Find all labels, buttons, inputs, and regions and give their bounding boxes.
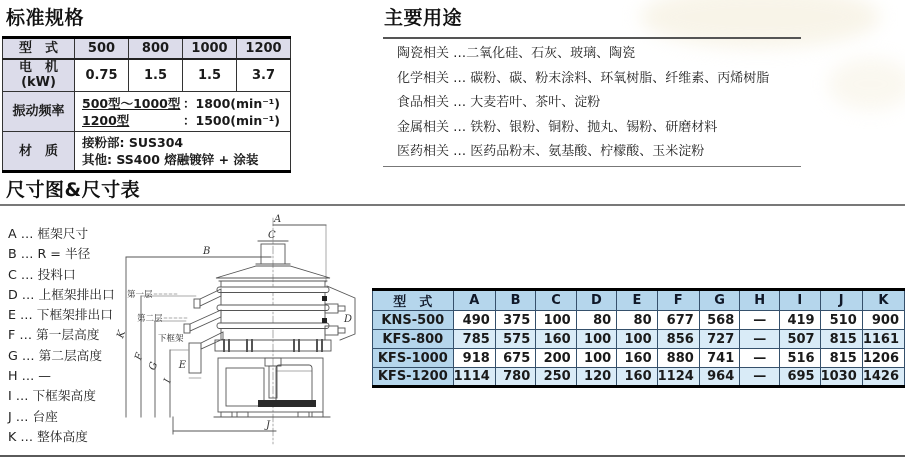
dim-value: —: [740, 368, 780, 387]
spec-header-1200: 1200: [237, 38, 291, 59]
diagram-label-k: K: [115, 329, 129, 340]
diagram-label-f: F: [133, 351, 146, 362]
spec-header-800: 800: [129, 38, 183, 59]
dim-header-i: I: [780, 290, 820, 311]
spec-motor-value: 3.7: [237, 59, 291, 92]
spec-header-row: [3, 38, 291, 59]
dim-value: 815: [820, 330, 862, 349]
diagram-label-lower-frame: 下框架: [158, 334, 184, 344]
legend-item-k: K … 整体高度: [8, 428, 88, 444]
spec-table: [2, 36, 291, 173]
diagram-chinese-labels: [127, 289, 184, 344]
dim-header-h: H: [740, 290, 780, 311]
spec-header-500: 500: [75, 38, 129, 59]
uses-item: 医药相关 … 医药品粉末、氨基酸、柠檬酸、玉米淀粉: [397, 144, 705, 160]
dim-value: 1124: [657, 368, 699, 387]
dim-header-model: 型 式: [373, 290, 454, 311]
spec-vibration-freq2: ：1500(min⁻¹): [183, 112, 280, 128]
spec-vibration-range1: 500型～1000型: [82, 95, 181, 111]
dim-value: 419: [780, 311, 820, 330]
machine-dimension-diagram: [108, 210, 393, 456]
legend-item-g: G … 第二层高度: [8, 347, 103, 363]
dim-value: 1206: [862, 349, 904, 368]
dim-header-c: C: [536, 290, 576, 311]
dim-value: 815: [820, 349, 862, 368]
spec-vibration-line2: [82, 112, 288, 129]
diagram-label-d: D: [344, 314, 353, 325]
dim-value: 160: [617, 349, 657, 368]
dim-header-k: K: [862, 290, 904, 311]
diagram-label-layer2: 第二层: [137, 314, 163, 324]
dim-value: —: [740, 311, 780, 330]
spec-vibration-row: [3, 92, 291, 132]
dim-value: —: [740, 330, 780, 349]
spec-material-label: 材 质: [3, 132, 75, 172]
dim-value: 677: [657, 311, 699, 330]
dim-value: 375: [495, 311, 535, 330]
dim-value: 575: [495, 330, 535, 349]
diagram-label-e: E: [178, 360, 186, 371]
diagram-label-j: J: [266, 420, 271, 431]
dim-value: 900: [862, 311, 904, 330]
spec-motor-value: 1.5: [183, 59, 237, 92]
dim-header-e: E: [617, 290, 657, 311]
uses-section-title: 主要用途: [384, 7, 463, 29]
dim-value: 727: [699, 330, 739, 349]
spec-header-model: 型 式: [3, 38, 75, 59]
dim-header-a: A: [453, 290, 495, 311]
dim-value: 516: [780, 349, 820, 368]
diagram-lines: [126, 218, 355, 444]
dims-top-rule: [0, 204, 905, 206]
spec-motor-value: 1.5: [129, 59, 183, 92]
scan-stain: [828, 58, 905, 110]
spec-header-1000: 1000: [183, 38, 237, 59]
dim-row-kfs800: [373, 330, 905, 349]
uses-item: 陶瓷相关 …二氧化硅、石灰、玻璃、陶瓷: [397, 46, 636, 61]
dim-value: 856: [657, 330, 699, 349]
dim-value: 100: [536, 311, 576, 330]
uses-list: [397, 42, 801, 165]
spec-vibration-freq1: ：1800(min⁻¹): [183, 95, 280, 111]
diagram-label-c: C: [268, 230, 276, 241]
dim-value: 1161: [862, 330, 904, 349]
legend-item-j: J … 台座: [8, 408, 58, 424]
diagram-label-i: I: [162, 377, 175, 385]
dim-value: 1426: [862, 368, 904, 387]
dim-value: 1114: [453, 368, 495, 387]
dim-value: 780: [495, 368, 535, 387]
dim-row-kfs1000: [373, 349, 905, 368]
legend-item-a: A … 框架尺寸: [8, 226, 89, 241]
spec-motor-row: [3, 59, 291, 92]
spec-vibration-value: [75, 92, 291, 132]
dim-value: 80: [617, 311, 657, 330]
dim-header-row: [373, 290, 905, 311]
uses-item: 金属相关 … 铁粉、银粉、铜粉、抛丸、锡粉、研磨材料: [397, 119, 718, 135]
spec-motor-value: 0.75: [75, 59, 129, 92]
dim-value: 785: [453, 330, 495, 349]
dim-header-f: F: [657, 290, 699, 311]
legend-item-f: F … 第一层高度: [8, 327, 100, 343]
uses-item: 食品相关 … 大麦若叶、茶叶、淀粉: [397, 95, 601, 111]
dim-value: 741: [699, 349, 739, 368]
uses-top-rule: [383, 37, 801, 39]
uses-item: 化学相关 … 碳粉、碳、粉末涂料、环氧树脂、纤维素、丙烯树脂: [397, 70, 770, 86]
scan-stain: [640, 0, 880, 48]
dim-value: 120: [576, 368, 616, 387]
dim-header-d: D: [576, 290, 616, 311]
uses-bottom-rule: [383, 166, 801, 167]
diagram-label-a: A: [274, 214, 282, 225]
dim-header-g: G: [699, 290, 739, 311]
diagram-label-g: G: [147, 360, 161, 372]
dim-value: 918: [453, 349, 495, 368]
dimension-legend: [8, 224, 115, 447]
dim-value: 568: [699, 311, 739, 330]
dim-value: 160: [536, 330, 576, 349]
legend-item-e: E … 下框架排出口: [8, 307, 113, 323]
dim-header-j: J: [820, 290, 862, 311]
legend-item-c: C … 投料口: [8, 266, 76, 282]
dim-value: 964: [699, 368, 739, 387]
dim-value: 160: [617, 368, 657, 387]
dim-value: 1030: [820, 368, 862, 387]
dim-value: 100: [576, 330, 616, 349]
spec-vibration-line1: [82, 95, 288, 112]
dim-value: 695: [780, 368, 820, 387]
spec-vibration-label: 振动频率: [3, 92, 75, 132]
legend-item-i: I … 下框架高度: [8, 388, 96, 404]
spec-section-title: 标准规格: [6, 7, 85, 29]
legend-item-b: B … R = 半径: [8, 246, 91, 262]
diagram-label-layer1: 第一层: [127, 290, 153, 300]
dim-value: 200: [536, 349, 576, 368]
diagram-label-b: B: [203, 246, 211, 257]
dim-value: 490: [453, 311, 495, 330]
legend-item-h: H … —: [8, 368, 51, 384]
dim-model: KFS-1000: [373, 349, 454, 368]
dim-value: 510: [820, 311, 862, 330]
spec-material-value: [75, 132, 291, 172]
dim-value: 675: [495, 349, 535, 368]
legend-item-d: D … 上框架排出口: [8, 286, 115, 302]
dim-model: KNS-500: [373, 311, 454, 330]
dim-row-kns500: [373, 311, 905, 330]
dim-value: 880: [657, 349, 699, 368]
spec-material-line1: 接粉部: SUS304: [82, 135, 184, 150]
dim-model: KFS-1200: [373, 368, 454, 387]
spec-vibration-range2: 1200型: [82, 112, 130, 128]
dims-section-title: 尺寸图&尺寸表: [6, 179, 141, 201]
dim-value: 100: [576, 349, 616, 368]
dim-value: —: [740, 349, 780, 368]
spec-motor-label: [3, 59, 75, 92]
spec-material-line2: 其他: SS400 熔融镀锌 + 涂装: [82, 152, 259, 167]
spec-material-row: [3, 132, 291, 172]
dim-value: 250: [536, 368, 576, 387]
dim-value: 100: [617, 330, 657, 349]
spec-motor-label-line1: 电 机: [18, 60, 58, 76]
dim-value: 80: [576, 311, 616, 330]
spec-motor-label-line2: (kW): [21, 75, 56, 91]
dim-row-kfs1200: [373, 368, 905, 387]
dim-header-b: B: [495, 290, 535, 311]
page-bottom-rule: [0, 455, 905, 457]
dim-model: KFS-800: [373, 330, 454, 349]
dimension-table: [372, 288, 905, 388]
dim-value: 507: [780, 330, 820, 349]
